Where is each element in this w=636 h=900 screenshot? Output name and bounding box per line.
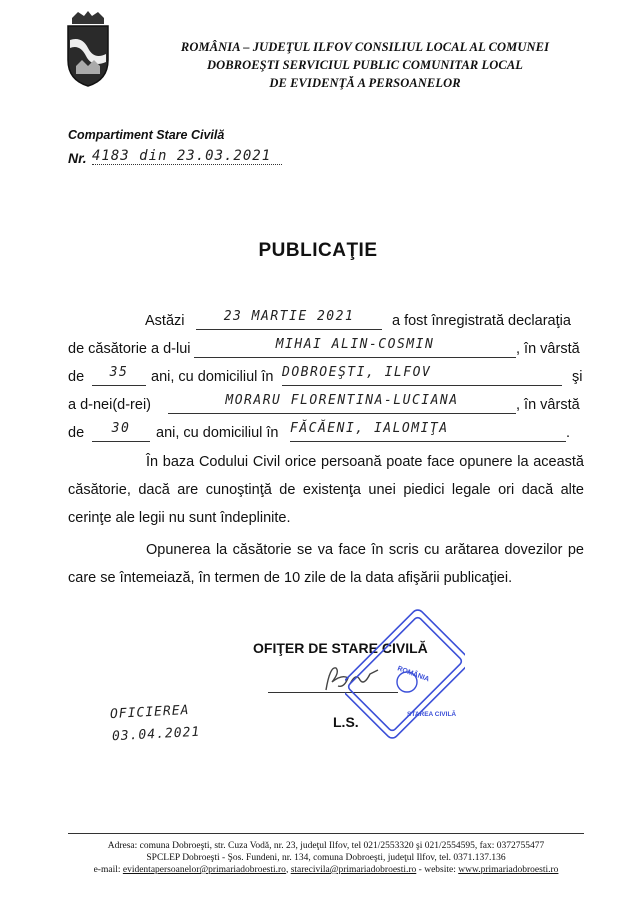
- footer-divider: [68, 833, 584, 834]
- form-text-age-2: , în vârstă: [516, 397, 580, 413]
- stamp-top-text: ROMÂNIA: [396, 665, 431, 684]
- paragraph-opposition: În baza Codului Civil orice persoană poate face opunere la această căsătorie, dacă are cunoştinţă de existenţa unei piedici legale ori dacă alte cerinţe ale legii nu sunt îndeplinite.: [68, 454, 584, 526]
- oficierea-label: OFICIEREA: [109, 702, 190, 723]
- bride-domicile-field: FĂCĂENI, IALOMIŢA: [290, 421, 566, 442]
- footer-sep-1: ,: [285, 865, 289, 875]
- paragraph-procedure: Opunerea la căsătorie se va face în scris cu arătarea dovezilor pe care se întemeiază, în termen de 10 zile de la data afişării publicaţiei.: [68, 542, 584, 586]
- header-line-1: ROMÂNIA – JUDEŢUL ILFOV CONSILIUL LOCAL AL COMUNEI: [180, 40, 550, 54]
- ls-label: L.S.: [333, 714, 359, 730]
- groom-age-field: 35: [92, 365, 146, 386]
- form-text-period: .: [566, 425, 571, 441]
- bride-name-field: MORARU FLORENTINA-LUCIANA: [168, 393, 516, 414]
- stamp-bottom-text: STAREA CIVILĂ: [407, 711, 457, 718]
- officer-title: OFIŢER DE STARE CIVILĂ: [253, 640, 428, 656]
- official-stamp-icon: [345, 604, 465, 744]
- form-text-domicile-1: ani, cu domiciliul în: [151, 369, 274, 385]
- footer-website-link[interactable]: www.primariadobroesti.ro: [458, 865, 559, 875]
- form-text-groom: de căsătorie a d-lui: [68, 341, 191, 357]
- form-text-registered: a fost înregistrată declaraţia: [392, 313, 571, 329]
- header-line-2: DOBROEŞTI SERVICIUL PUBLIC COMUNITAR LOCAL: [206, 58, 524, 72]
- footer-contact: [68, 864, 584, 876]
- form-text-de-2: de: [68, 425, 85, 441]
- registration-number: 4183 din 23.03.2021: [92, 148, 282, 165]
- footer-email-evidenta[interactable]: evidentapersoanelor@primariadobroesti.ro: [122, 865, 286, 875]
- bride-age-field: 30: [92, 421, 150, 442]
- groom-name-field: MIHAI ALIN-COSMIN: [194, 337, 516, 358]
- footer-email-label: e-mail:: [93, 865, 121, 875]
- compartment-label: Compartiment Stare Civilă: [68, 128, 225, 142]
- footer-spclep: SPCLEP Dobroeşti - Şos. Fundeni, nr. 134, comuna Dobroeşti, judeţul Ilfov, tel. 0371.137.136: [146, 853, 506, 863]
- form-text-astazi: Astăzi: [145, 313, 185, 329]
- registration-label: Nr.: [68, 150, 87, 166]
- footer-address: Adresa: comuna Dobroeşti, str. Cuza Vodă, nr. 23, judeţul Ilfov, tel 021/2553320 şi 021/2554595, fax: 0372755477: [107, 841, 545, 851]
- form-text-age-1: , în vârstă: [516, 341, 580, 357]
- header-line-3: DE EVIDENŢĂ A PERSOANELOR: [269, 76, 461, 90]
- oficierea-date: 03.04.2021: [111, 724, 201, 745]
- groom-domicile-field: DOBROEŞTI, ILFOV: [282, 365, 562, 386]
- coat-of-arms-icon: [62, 10, 114, 88]
- page-title: PUBLICAŢIE: [258, 240, 378, 261]
- registration-date-field: 23 MARTIE 2021: [196, 309, 382, 330]
- form-text-bride: a d-nei(d-rei): [68, 397, 151, 413]
- footer-email-starecivila[interactable]: starecivila@primariadobroesti.ro: [290, 865, 417, 875]
- form-text-de-1: de: [68, 369, 85, 385]
- footer-sep-2: - website:: [418, 865, 456, 875]
- form-text-domicile-2: ani, cu domiciliul în: [156, 425, 279, 441]
- form-text-and: şi: [572, 369, 583, 385]
